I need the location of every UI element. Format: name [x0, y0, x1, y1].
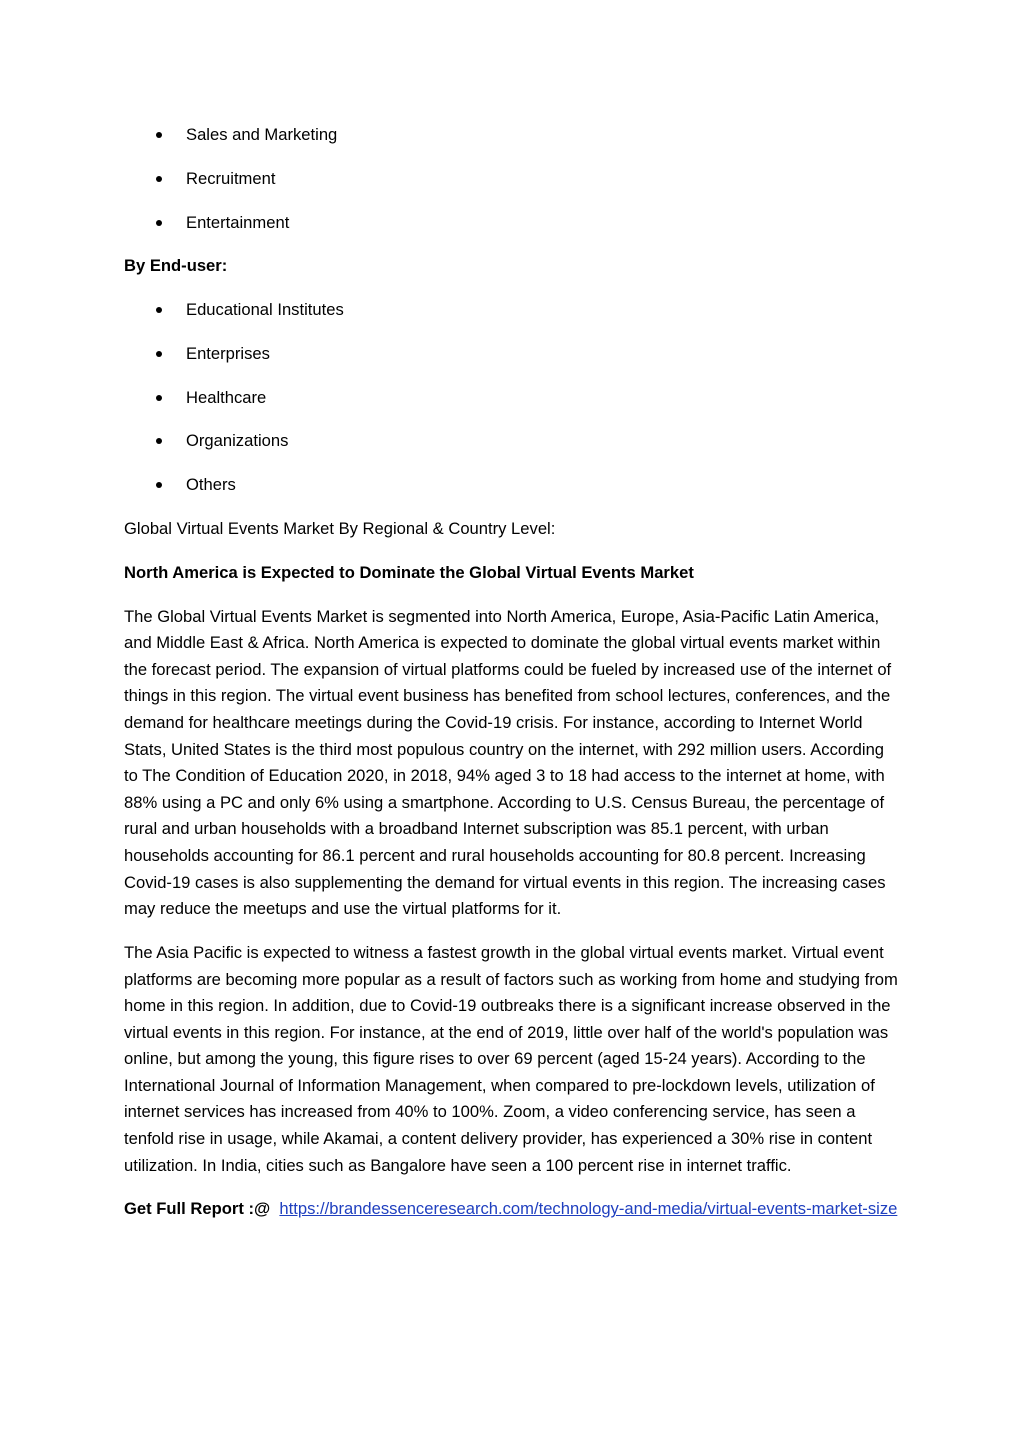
full-report-link[interactable]: https://brandessenceresearch.com/technology-and-media/virtual-events-market-size: [279, 1199, 898, 1219]
list-item: [124, 297, 902, 324]
list-item: [124, 428, 902, 455]
asia-pacific-paragraph: The Asia Pacific is expected to witness a fastest growth in the global virtual events market. Virtual event platforms are becoming more popular as a result of factors such as working from home and studying from home in this region. In addition, due to Covid-19 outbreaks there is a significant increase observed in the virtual events in this region. For instance, at the end of 2019, little over half of the world's population was online, but among the young, this figure rises to over 69 percent (aged 15-24 years). According to the International Journal of Information Management, when compared to pre-lockdown levels, utilization of internet services has increased from 40% to 100%. Zoom, a video conferencing service, has seen a tenfold rise in usage, while Akamai, a content delivery provider, has experienced a 30% rise in content utilization. In India, cities such as Bangalore have seen a 100 percent rise in internet traffic.: [124, 942, 898, 1175]
list-item: [124, 385, 902, 412]
full-report-label: Get Full Report :@: [124, 1199, 271, 1219]
list-item: [124, 210, 902, 237]
list-item-label: Sales and Marketing: [186, 125, 338, 144]
bullet-icon: [156, 132, 162, 138]
list-item-label: Enterprises: [186, 343, 270, 363]
bullet-icon: [156, 438, 162, 444]
bullet-icon: [156, 395, 162, 401]
list-item: [124, 472, 902, 499]
north-america-paragraph: The Global Virtual Events Market is segmented into North America, Europe, Asia-Pacific Latin America, and Middle East & Africa. North America is expected to dominate the global virtual events market within the forecast period. The expansion of virtual platforms could be fueled by increased use of the internet of things in this region. The virtual event business has benefited from school lectures, conferences, and the demand for healthcare meetings during the Covid-19 crisis. For instance, according to Internet World Stats, United States is the third most populous country on the internet, with 292 million users. According to The Condition of Education 2020, in 2018, 94% aged 3 to 18 had access to the internet at home, with 88% using a PC and only 6% using a smartphone. According to U.S. Census Bureau, the percentage of rural and urban households with a broadband Internet subscription was 85.1 percent, with urban households accounting for 86.1 percent and rural households accounting for 80.8 percent. Increasing Covid-19 cases is also supplementing the demand for virtual events in this region. The increasing cases may reduce the meetups and use the virtual platforms for it.: [124, 606, 892, 919]
list-item-label: Organizations: [186, 431, 289, 451]
bullet-icon: [156, 220, 162, 226]
bullet-icon: [156, 351, 162, 357]
list-item: [124, 166, 902, 193]
bullet-icon: [156, 482, 162, 488]
list-item-label: Recruitment: [186, 168, 276, 188]
list-item-label: Educational Institutes: [186, 300, 344, 320]
list-item-label: Others: [186, 475, 236, 495]
regional-title: Global Virtual Events Market By Regional & Country Level:: [124, 519, 556, 539]
list-item: [124, 341, 902, 368]
list-item-label: Healthcare: [186, 387, 267, 407]
end-user-list: [124, 297, 902, 499]
application-list: [124, 122, 902, 236]
bullet-icon: [156, 307, 162, 313]
list-item-label: Entertainment: [186, 212, 290, 232]
end-user-heading: By End-user:: [124, 256, 228, 276]
north-america-heading: North America is Expected to Dominate the Global Virtual Events Market: [124, 562, 694, 582]
bullet-icon: [156, 176, 162, 182]
full-report-line: [124, 1196, 902, 1223]
list-item: [124, 122, 902, 149]
document-page: [124, 122, 902, 1223]
